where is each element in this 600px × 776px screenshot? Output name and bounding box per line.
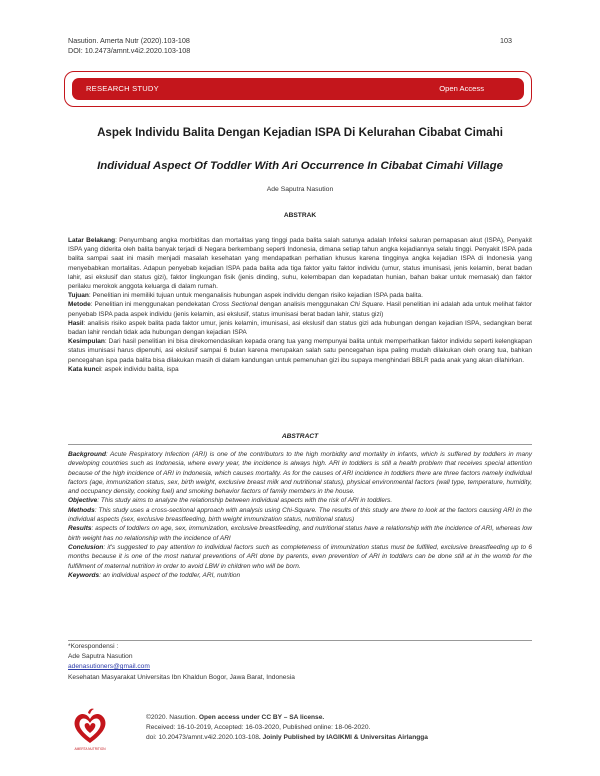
- abstract-body: [68, 450, 532, 580]
- correspondence-affiliation: Kesehatan Masyarakat Universitas Ibn Khaldun Bogor, Jawa Barat, Indonesia: [68, 673, 295, 681]
- abstract-objective: Objective: This study aims to analyze the relationship between individual aspects with the risk of ARI in toddlers.: [68, 497, 393, 505]
- license-link[interactable]: Open access under CC BY – SA license.: [198, 714, 325, 721]
- abstract-keywords: Keywords: an individual aspect of the toddler, ARI, nutrition: [68, 571, 241, 579]
- abstrak-kata-kunci: Kata kunci: aspek individu balita, ispa: [68, 365, 179, 373]
- abstrak-heading: ABSTRAK: [283, 212, 317, 219]
- article-type-banner: [72, 78, 524, 100]
- author-name: Ade Saputra Nasution: [266, 186, 334, 193]
- abstrak-hasil: Hasil: analisis risiko aspek balita pada faktor umur, jenis kelamin, imunisasi, asi ekslusif dan status gizi ada hubungan dengan kejadian ISPA, sedangkan berat badan lahir rendah tidak ada hubungan dengan kejadian ISPA: [68, 319, 532, 337]
- abstrak-tujuan: Tujuan: Penelitian ini memiliki tujuan untuk menganalisis hubungan aspek individu dengan risiko kejadian ISPA pada balita.: [68, 292, 423, 300]
- correspondence-email-link[interactable]: adenasutioners@gmail.com: [68, 663, 150, 671]
- doi-line: DOI: 10.2473/amnt.v4i2.2020.103-108: [68, 46, 191, 55]
- copyright-line: ©2020. Nasution. Open access under CC BY – SA license.: [146, 714, 325, 721]
- abstract-conclusion: Conclusion: it's suggested to pay attention to individual factors such as completeness of immunization status must be fulfilled, exclusive breastfeeding up to 6 months because it is one of the most natural preventions of ARI done by parents, even prevention of ARI in toddlers can be done still at in the womb for the fulfillment of maternal nutrition in order to avoid LBW in children who will be born.: [68, 543, 532, 570]
- abstrak-body: [68, 236, 532, 374]
- citation-header: [68, 36, 190, 56]
- correspondence-block: [68, 642, 532, 683]
- abstrak-metode: Metode: Penelitian ini menggunakan pendekatan Cross Sectional dengan analisis menggunakan Chi Square. Hasil penelitian ini adalah ada untuk melihat faktor penyebab ISPA pada aspek individu (jenis kelamin, asi ekslusif, status imunisasi berat badan lahir, status gizi): [68, 301, 532, 318]
- dates-line: Received: 16-10-2019, Accepted: 16-03-2020, Published online: 18-06-2020.: [146, 724, 371, 731]
- abstract-heading: ABSTRACT: [281, 433, 319, 440]
- open-access-label: Open Access: [439, 84, 484, 93]
- citation-line: Nasution. Amerta Nutr (2020).103-108: [68, 36, 190, 45]
- page-number: 103: [500, 36, 512, 45]
- correspondence-label: *Korespondensi :: [68, 643, 119, 650]
- correspondence-divider: [68, 640, 532, 641]
- abstrak-kesimpulan: Kesimpulan: Dari hasil penelitian ini bisa direkomendasikan kepada orang tua yang mempunyai balita untuk memperhatikan faktor individu seperti kelengkapan status imunisasi harus dipenuhi, asi ekslusif sampai 6 bulan karena merupakan salah satu pencegahan ispa paling mudah dilakukan oleh orang tua, bahkan pencegahan ispa pada balita bisa dilakukan masih di dalam kandungan untuk pemenuhan gizi ibu supaya menghindari BBLR pada anak yang akan dilahirkan.: [68, 338, 532, 364]
- amerta-nutrition-logo-icon: [66, 705, 114, 753]
- abstract-results: Results: aspects of toddlers on age, sex, immunization, exclusive breastfeeding, and nutritional status have a relationship with the incidence of ARI, whereas low birth weight has no relationship with the incidence of ARI: [68, 525, 532, 542]
- title-english: Individual Aspect Of Toddler With Ari Occurrence In Cibabat Cimahi Village: [97, 160, 503, 172]
- correspondence-name: Ade Saputra Nasution: [68, 653, 133, 661]
- article-footer: [146, 713, 428, 743]
- research-study-label: RESEARCH STUDY: [86, 84, 159, 93]
- abstract-background: Background: Acute Respiratory Infection (ARI) is one of the contributors to the high morbidity and mortality in infants, which is suffered by toddlers in many developing countries such as Indonesia, where every year, the incidence is always high. ARI in toddlers is still a health problem that receives special attention because of the high incidence of ARI in Indonesia, which causes mortality. As for the causes of ARI incidence in toddlers there are three factors namely individual factors (age, immunization status, sex, birth weight, exclusive breast milk and nutritional status), physical environmental factors (wall type, temperature, humidity, and occupancy density, cooking fuel) and smoking behavior factors of family members in the house.: [68, 451, 532, 496]
- title-indonesian: Aspek Individu Balita Dengan Kejadian ISPA Di Kelurahan Cibabat Cimahi: [97, 126, 503, 139]
- abstract-divider: [68, 444, 532, 445]
- abstract-methods: Methods: This study uses a cross-sectional approach with analysis using Chi-Square. The results of this study are there to look at the factors causing ARI in the individual aspects (sex, exclusive breastfeeding, birth weight immunization status, nutritional status): [68, 506, 532, 524]
- doi-footer-line: doi: 10.20473/amnt.v4i2.2020.103-108. Joinly Published by IAGIKMI & Universitas Airlangga: [146, 734, 428, 741]
- abstrak-latar: Latar Belakang: Penyumbang angka morbiditas dan mortalitas yang tinggi pada balita salah satunya adalah Infeksi saluran pernapasan akut (ISPA), Penyakit ISPA yang diderita oleh balita banyak terjadi di Negara berkembang seperti Indonesia, dimana setiap tahun angka kejadiannya selalu tinggi. Penyakit ISPA pada balita sampai saat ini masih menjadi masalah kesehatan yang mendapatkan perhatian khusus karena tingginya angka kejadian ISPA di Indonesia yang menyebabkan mortalitas. Adapun penyebab kejadian ISPA pada balita ada tiga faktor yaitu faktor individu (umur, status imunisasi, jenis kelamin, berat badan lahir, asi ekslusif dan status gizi), faktor lingkungan fisik (jenis dinding, suhu, kelembapan dan kepadatan hunian, bahan bakar untuk memasak) dan faktor perilaku merokok anggota keluarga di dalam rumah.: [68, 237, 532, 291]
- logo-text: AMERTA NUTRITION: [74, 747, 106, 751]
